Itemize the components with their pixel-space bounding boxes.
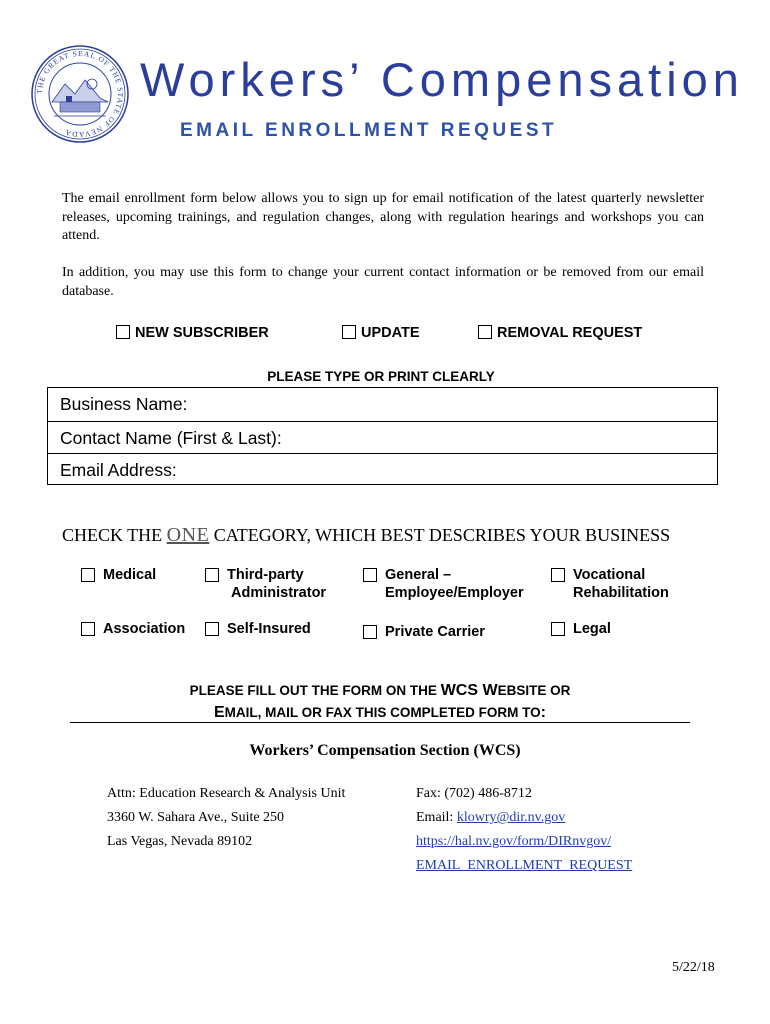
new-subscriber-checkbox[interactable] <box>116 325 130 339</box>
update-label: UPDATE <box>361 325 420 341</box>
removal-request-checkbox[interactable] <box>478 325 492 339</box>
update-checkbox[interactable] <box>342 325 356 339</box>
removal-request-label: REMOVAL REQUEST <box>497 325 643 341</box>
medical-checkbox[interactable] <box>81 568 95 582</box>
self-insured-label: Self-Insured <box>227 621 311 637</box>
general-label: General – Employee/Employer <box>385 567 524 601</box>
association-checkbox[interactable] <box>81 622 95 636</box>
self-insured-checkbox[interactable] <box>205 622 219 636</box>
attn-line: Attn: Education Research & Analysis Unit <box>107 786 346 801</box>
intro-paragraph-2: In addition, you may use this form to change your current contact information or be removed from our email database. <box>62 265 704 299</box>
business-name-field[interactable] <box>48 388 717 420</box>
private-carrier-label: Private Carrier <box>385 624 485 640</box>
third-party-label: Third-party Administrator <box>227 567 327 601</box>
general-checkbox[interactable] <box>363 568 377 582</box>
legal-label: Legal <box>573 621 611 637</box>
medical-label: Medical <box>103 567 157 583</box>
vocational-checkbox[interactable] <box>551 568 565 582</box>
email-line: Email: klowry@dir.nv.gov <box>416 810 566 825</box>
seal-text: THE GREAT SEAL OF THE STATE OF NEVADA <box>34 48 126 140</box>
new-subscriber-option[interactable] <box>116 325 269 341</box>
update-option[interactable] <box>342 325 420 341</box>
vocational-label: Vocational Rehabilitation <box>573 567 669 601</box>
nevada-seal-icon <box>30 44 130 144</box>
contact-name-label: Contact Name (First & Last): <box>60 428 282 448</box>
page-title: Workers’ Compensation <box>140 53 744 106</box>
category-heading-after: CATEGORY, WHICH BEST DESCRIBES YOUR BUSINESS <box>209 525 671 545</box>
intro-paragraph: The email enrollment form below allows you to sign up for email notification of the latest quarterly newsletter releases, upcoming trainings, and regulation changes, along with regulation hearings and workshops you can attend. <box>62 191 704 243</box>
private-carrier-checkbox[interactable] <box>363 625 377 639</box>
street-line: 3360 W. Sahara Ave., Suite 250 <box>107 810 285 825</box>
contact-fields-box <box>47 387 718 485</box>
legal-checkbox[interactable] <box>551 622 565 636</box>
submit-instructions: PLEASE FILL OUT THE FORM ON THE WCS WEBSITE OR EMAIL, MAIL OR FAX THIS COMPLETED FORM TO: <box>189 682 571 721</box>
category-heading-emphasis: ONE <box>166 524 210 546</box>
revision-date: 5/22/18 <box>672 960 715 975</box>
email-address-field[interactable] <box>48 453 717 485</box>
third-party-checkbox[interactable] <box>205 568 219 582</box>
email-link[interactable]: klowry@dir.nv.gov <box>456 810 566 825</box>
website-link-continued[interactable]: EMAIL_ENROLLMENT_REQUEST <box>416 858 633 873</box>
contact-name-field[interactable] <box>48 421 717 453</box>
category-heading-before: CHECK THE <box>62 525 167 545</box>
website-link[interactable]: https://hal.nv.gov/form/DIRnvgov/ <box>416 834 612 849</box>
section-name: Workers’ Compensation Section (WCS) <box>249 742 521 759</box>
fax-line: Fax: (702) 486-8712 <box>416 786 532 801</box>
new-subscriber-label: NEW SUBSCRIBER <box>135 325 269 341</box>
print-instructions: PLEASE TYPE OR PRINT CLEARLY <box>267 369 495 384</box>
page-subtitle: EMAIL ENROLLMENT REQUEST <box>180 120 558 141</box>
business-name-label: Business Name: <box>60 394 188 414</box>
association-label: Association <box>103 621 186 637</box>
divider <box>70 722 690 723</box>
email-address-label: Email Address: <box>60 460 177 480</box>
removal-request-option[interactable] <box>478 325 642 341</box>
category-heading <box>62 524 722 547</box>
city-line: Las Vegas, Nevada 89102 <box>107 834 253 849</box>
